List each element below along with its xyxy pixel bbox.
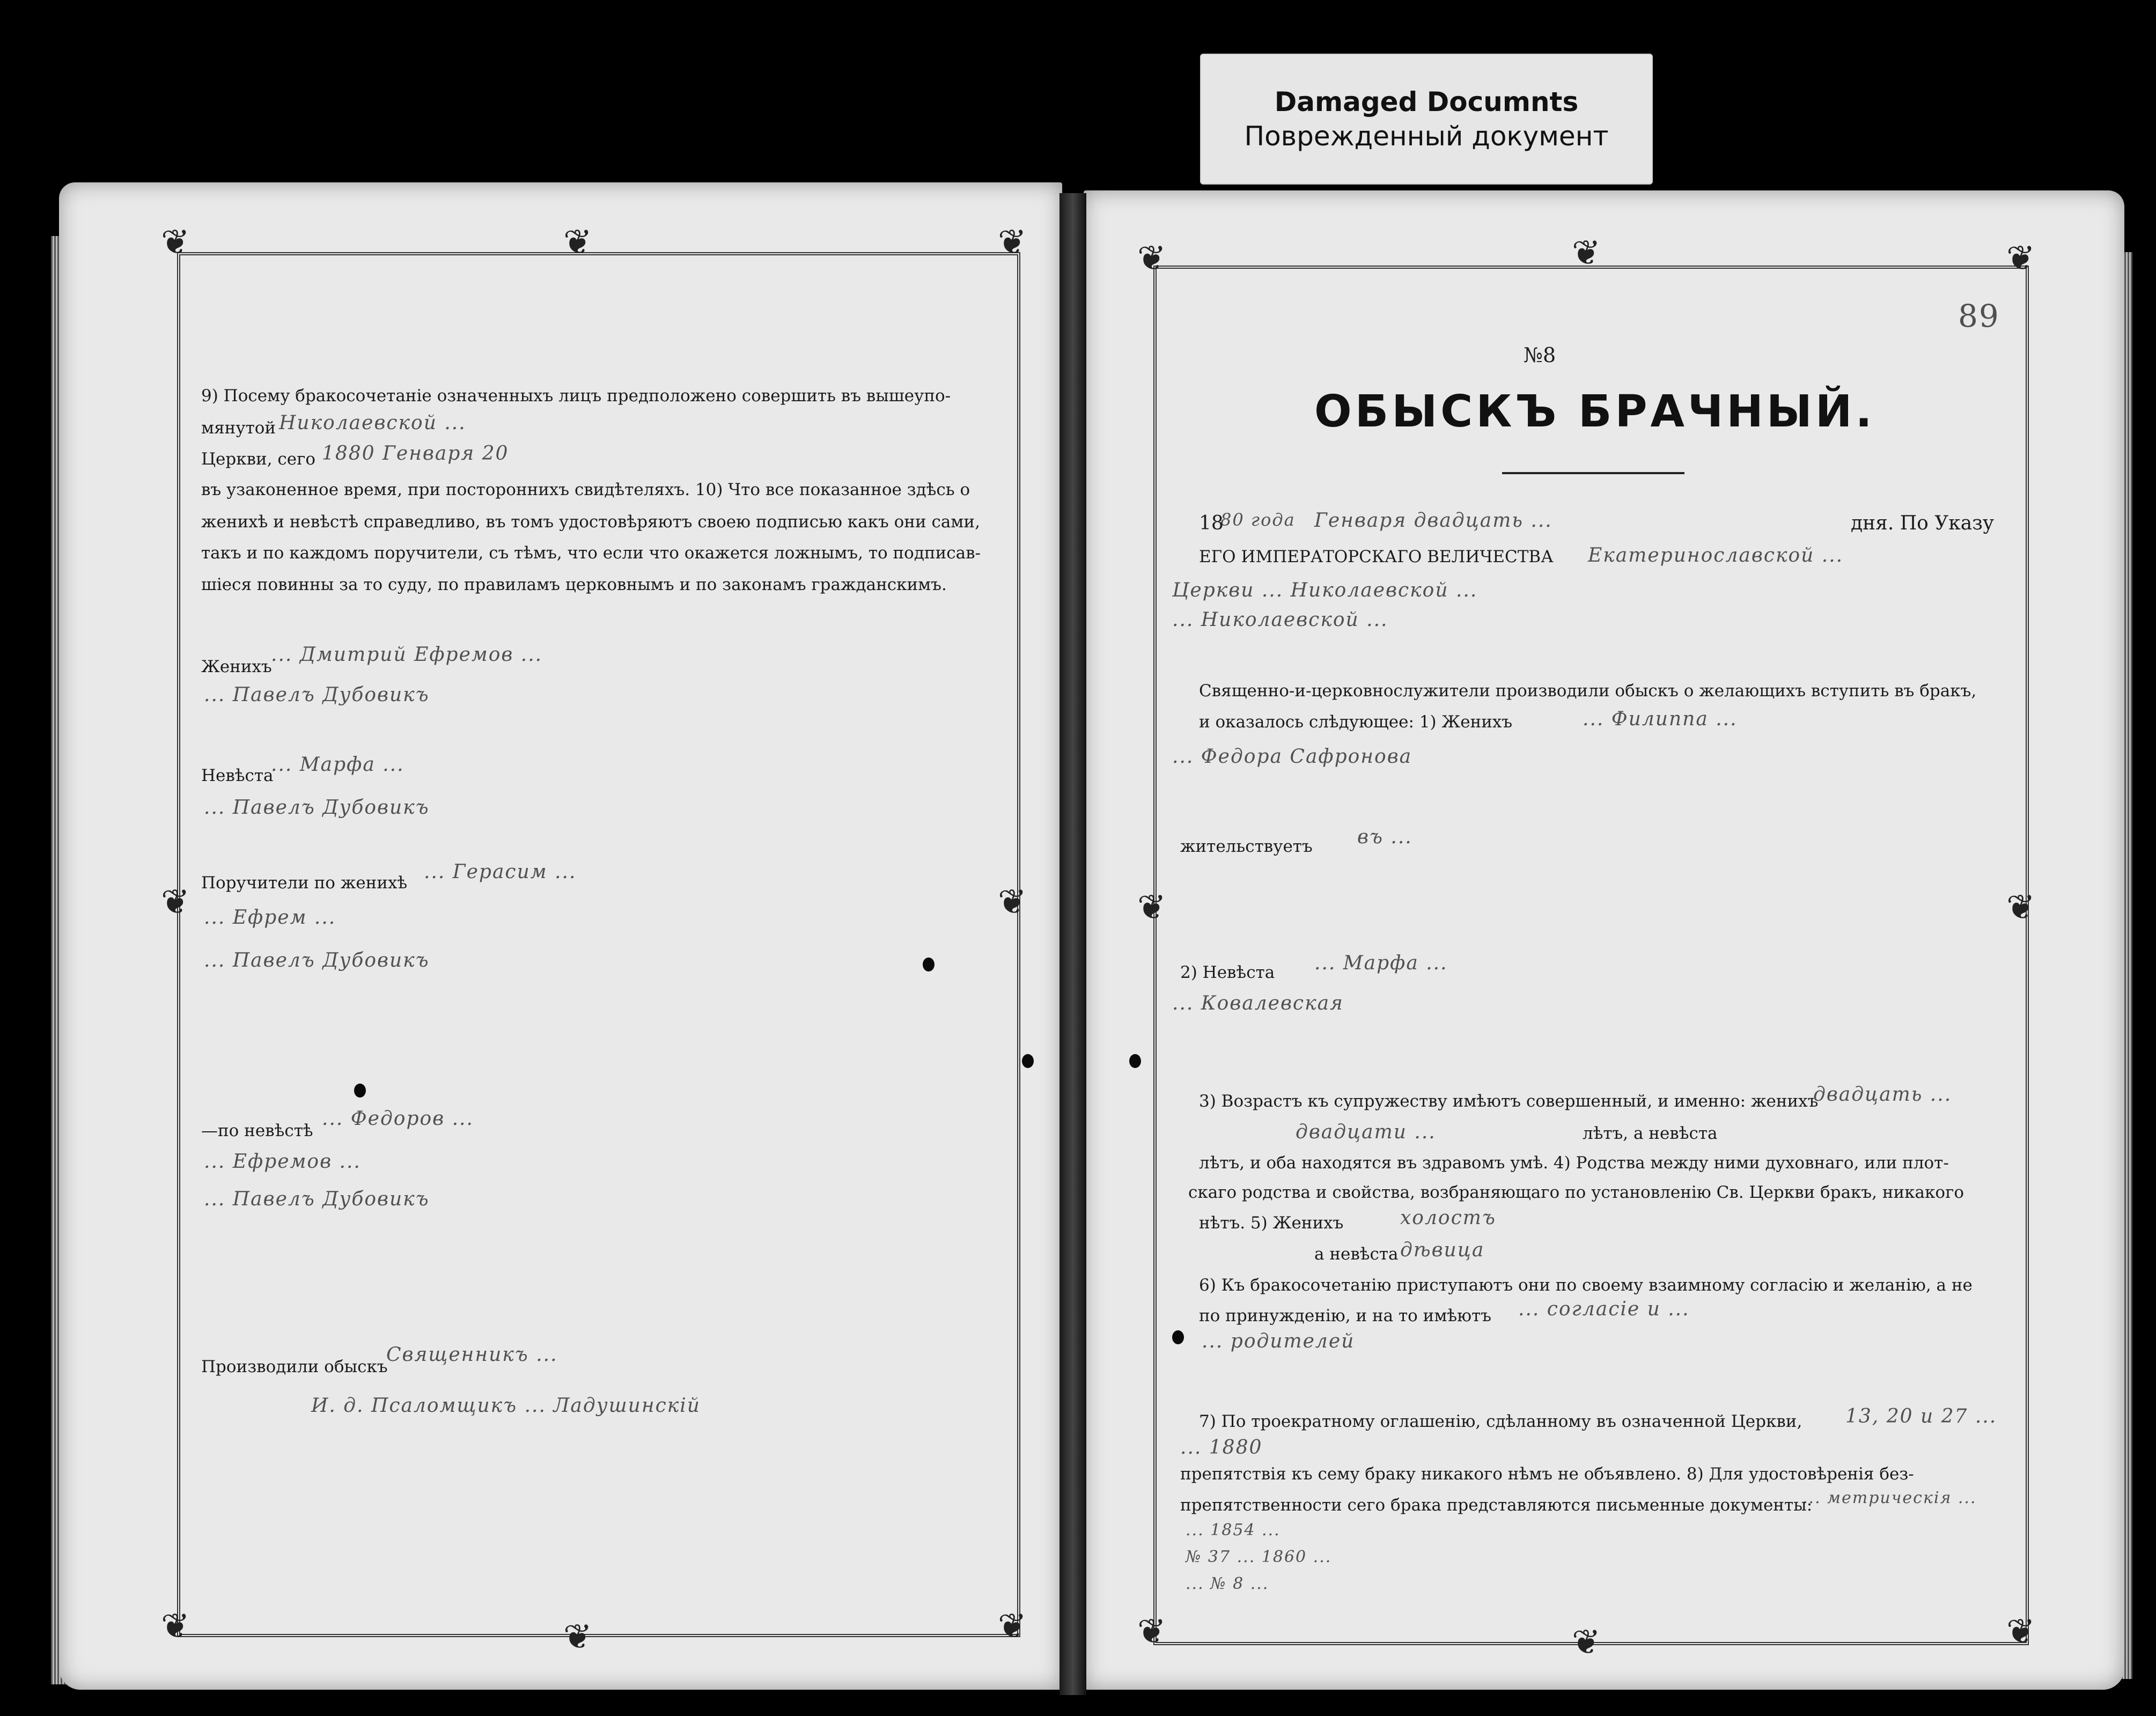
hw-bride-guarantors-1: ... Федоров ...: [322, 1108, 474, 1130]
corner-ornament-icon: ❦: [998, 1607, 1027, 1646]
hw-banns-2: ... 1880: [1180, 1437, 1263, 1459]
side-ornament-icon: ❦: [1137, 888, 1166, 927]
and-bride-line: а невѣста: [1314, 1244, 1399, 1264]
damage-hole: [1022, 1054, 1034, 1068]
corner-ornament-icon: ❦: [2006, 1612, 2035, 1652]
hw-date: Генваря двадцать ...: [1314, 510, 1552, 532]
book-spine: [1059, 193, 1086, 1695]
side-ornament-icon: ❦: [161, 882, 190, 922]
performed-label: Производили обыскъ: [201, 1357, 388, 1376]
record-number: №8: [1524, 343, 1556, 367]
groom-guarantors-label: Поручители по женихѣ: [201, 873, 408, 893]
hw-groom-guarantors-3: ... Павелъ Дубовикъ: [204, 949, 430, 971]
resides-line: жительствуетъ: [1180, 837, 1313, 856]
clergy-line: Священно-и-церковнослужители производили обыскъ о желающихъ вступить въ бракъ,: [1199, 681, 1977, 701]
top-ornament-icon: ❦: [563, 223, 592, 262]
bride-line: 2) Невѣста: [1180, 963, 1275, 982]
hw-docs-4: ... № 8 ...: [1186, 1574, 1269, 1593]
bottom-ornament-icon: ❦: [563, 1617, 592, 1657]
hw-performed-1: Священникъ ...: [386, 1344, 558, 1366]
corner-ornament-icon: ❦: [1137, 239, 1166, 278]
hw-date: 1880 Генваря 20: [322, 443, 509, 465]
day-text: дня. По Указу: [1851, 512, 1995, 534]
hw-consent: ... согласіе и ...: [1518, 1298, 1690, 1320]
top-ornament-icon: ❦: [1572, 233, 1601, 273]
p8-line-1: препятствія къ сему браку никакого нѣмъ не объявлено. 8) Для удостовѣренія без-: [1180, 1464, 1914, 1484]
none5-line: нѣтъ. 5) Женихъ: [1199, 1213, 1344, 1233]
bride-label: Невѣста: [201, 766, 274, 785]
hw-bride-1: ... Марфа ...: [271, 754, 404, 776]
title-rule: [1502, 472, 1684, 474]
hw-docs-3: № 37 ... 1860 ...: [1186, 1548, 1332, 1566]
hw-groom-1: ... Дмитрий Ефремов ...: [271, 644, 543, 666]
hw-consent-2: ... родителей: [1202, 1330, 1355, 1352]
health-line: лѣтъ, и оба находятся въ здравомъ умѣ. 4) Родства между ними духовнаго, или плот-: [1199, 1153, 1949, 1173]
damage-hole: [1129, 1054, 1141, 1068]
hw-groom-status: холостъ: [1400, 1207, 1496, 1229]
hw-groom-guarantors-1: ... Герасим ...: [424, 861, 577, 883]
hw-bride-guarantors-2: ... Ефремов ...: [204, 1151, 361, 1173]
side-ornament-icon: ❦: [998, 882, 1027, 922]
damaged-document-label: [1200, 54, 1653, 185]
p9-line-5: женихѣ и невѣстѣ справедливо, въ томъ удостовѣряютъ своею подписью какъ они сами,: [201, 512, 980, 532]
corner-ornament-icon: ❦: [1137, 1612, 1166, 1652]
hw-ages-2: двадцати ...: [1296, 1121, 1436, 1143]
hw-decree: Екатеринославской ...: [1588, 544, 1844, 566]
label-english: Damaged Documnts: [1274, 86, 1579, 117]
folio-number: 89: [1958, 298, 2000, 334]
hw-decree-3: ... Николаевской ...: [1172, 609, 1388, 631]
hw-ages: двадцать ...: [1813, 1084, 1952, 1106]
p7-line: 7) По троекратному оглашенію, сдѣланному въ означенной Церкви,: [1199, 1412, 1802, 1431]
hw-bride-2: ... Павелъ Дубовикъ: [204, 797, 430, 819]
p9-line-2: мянутой: [201, 418, 276, 438]
hw-church: Николаевской ...: [279, 412, 466, 434]
hw-groom-2: ... Федора Сафронова: [1172, 746, 1412, 768]
corner-ornament-icon: ❦: [161, 1607, 190, 1646]
p6-line-1: 6) Къ бракосочетанію приступаютъ они по своему взаимному согласію и желанію, а не: [1199, 1276, 1973, 1295]
hw-groom: ... Филиппа ...: [1583, 708, 1738, 730]
damage-hole: [354, 1084, 366, 1098]
majesty-line: ЕГО ИМПЕРАТОРСКАГО ВЕЛИЧЕСТВА: [1199, 547, 1554, 566]
age-line: 3) Возрастъ къ супружеству имѣютъ совершенный, и именно: женихъ: [1199, 1092, 1819, 1111]
damage-hole: [1172, 1330, 1184, 1344]
hw-year-suffix: 80 года: [1220, 510, 1296, 530]
label-russian: Поврежденный документ: [1244, 121, 1609, 152]
hw-resides: въ ...: [1357, 826, 1412, 848]
years-and-bride-line: лѣтъ, а невѣста: [1583, 1124, 1718, 1143]
hw-bride-guarantors-3: ... Павелъ Дубовикъ: [204, 1188, 430, 1210]
corner-ornament-icon: ❦: [998, 223, 1027, 262]
p9-line-6: такъ и по каждомъ поручители, съ тѣмъ, что если что окажется ложнымъ, то подписав-: [201, 543, 981, 563]
damage-hole: [923, 958, 934, 971]
hw-groom-2: ... Павелъ Дубовикъ: [204, 684, 430, 706]
hw-bride-2: ... Ковалевская: [1172, 992, 1344, 1014]
p9-line-3: Церкви, сего: [201, 450, 316, 469]
year-prefix: 18: [1199, 512, 1224, 534]
bottom-ornament-icon: ❦: [1572, 1623, 1601, 1662]
p9-line-1: 9) Посему бракосочетаніе означенныхъ лицъ предположено совершить въ вышеупо-: [201, 386, 951, 406]
p9-line-4: въ узаконенное время, при постороннихъ свидѣтеляхъ. 10) Что все показанное здѣсь о: [201, 480, 970, 499]
hw-performed-2: И. д. Псаломщикъ ... Ладушинскій: [311, 1395, 701, 1417]
hw-docs-2: ... 1854 ...: [1186, 1521, 1281, 1540]
hw-decree-2: Церкви ... Николаевской ...: [1172, 579, 1478, 601]
hw-banns: 13, 20 и 27 ...: [1845, 1405, 1997, 1427]
bride-guarantors-label: —по невѣстѣ: [201, 1121, 313, 1140]
kin-line: скаго родства и свойства, возбраняющаго по установленію Св. Церкви бракъ, никакого: [1188, 1183, 1964, 1202]
hw-groom-guarantors-2: ... Ефрем ...: [204, 907, 336, 929]
hw-bride: ... Марфа ...: [1314, 952, 1448, 974]
corner-ornament-icon: ❦: [161, 223, 190, 262]
p9-line-7: шіеся повинны за то суду, по правиламъ церковнымъ и по законамъ гражданскимъ.: [201, 575, 947, 594]
side-ornament-icon: ❦: [2006, 888, 2035, 927]
groom-label: Женихъ: [201, 657, 272, 676]
p8-line-2: препятственности сего брака представляются письменные документы:: [1180, 1496, 1813, 1515]
p6-line-2: по принужденію, и на то имѣютъ: [1199, 1306, 1491, 1325]
found-line: и оказалось слѣдующее: 1) Женихъ: [1199, 712, 1513, 732]
corner-ornament-icon: ❦: [2006, 239, 2035, 278]
hw-bride-status: дѣвица: [1400, 1239, 1485, 1261]
hw-docs: ... метрическія ...: [1802, 1489, 1977, 1507]
page-title: ОБЫСКЪ БРАЧНЫЙ.: [1314, 386, 1875, 437]
